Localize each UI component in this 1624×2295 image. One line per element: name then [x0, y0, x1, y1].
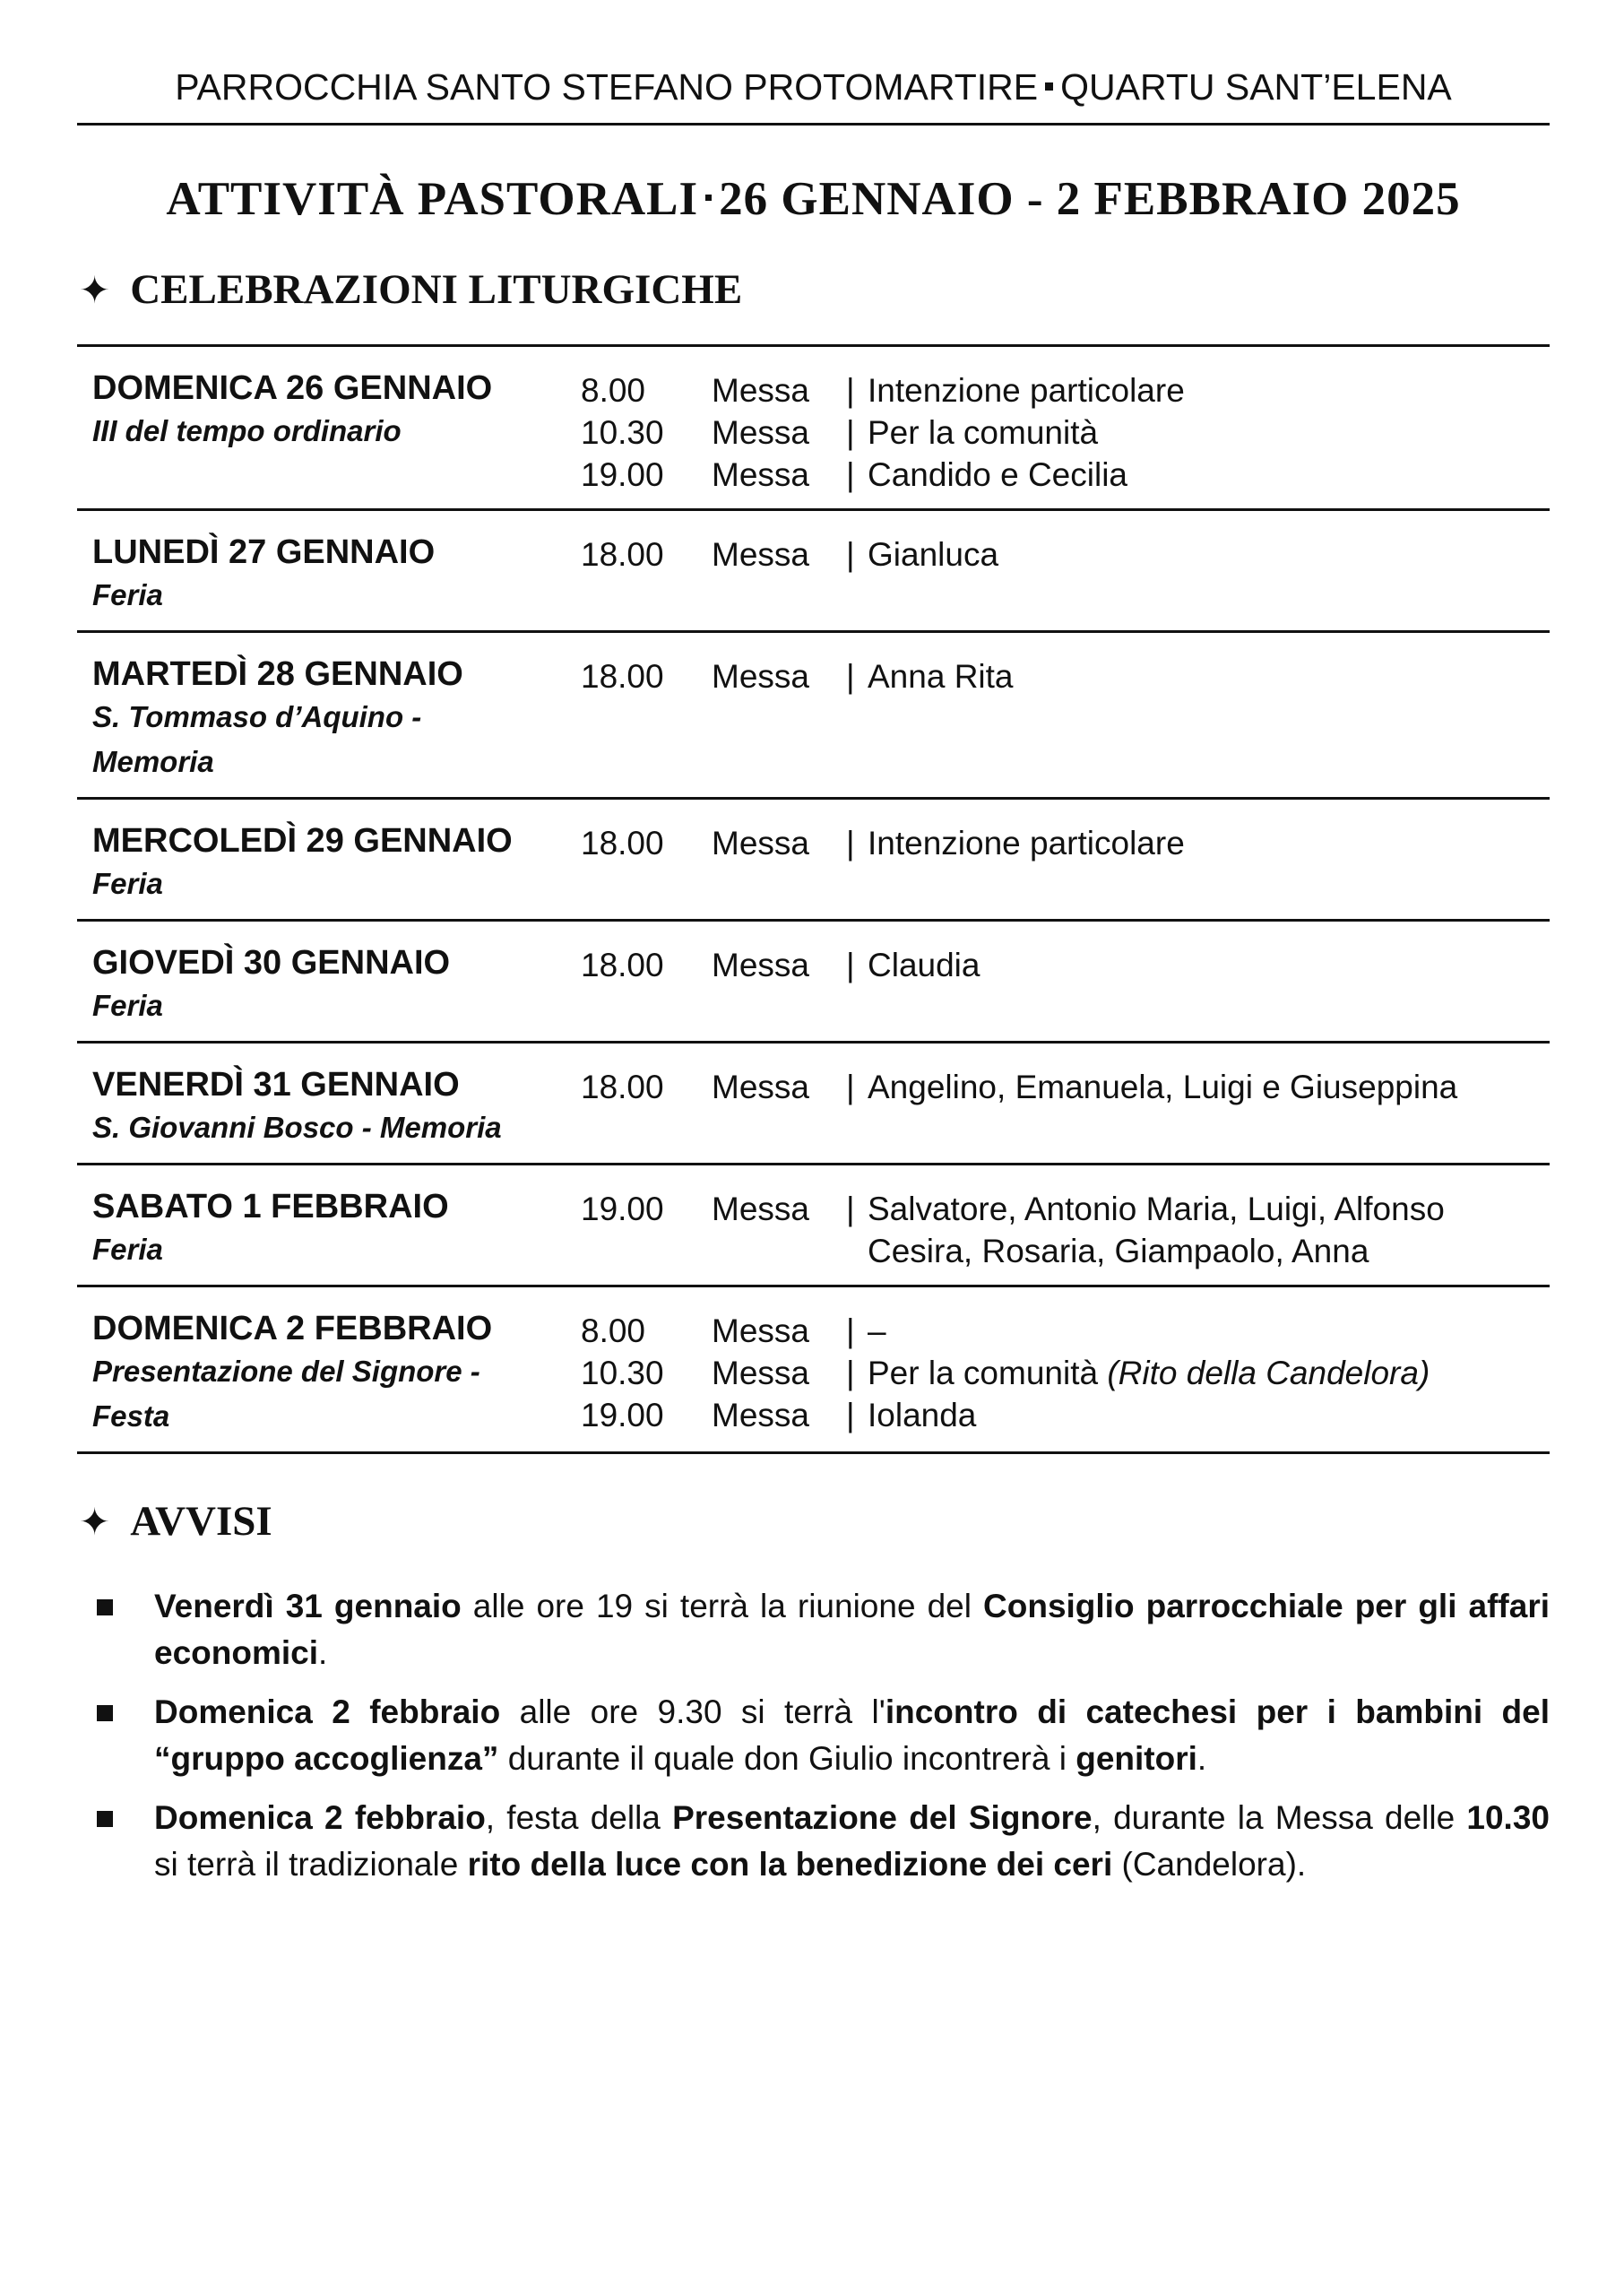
day-name: SABATO 1 FEBBRAIO — [92, 1188, 449, 1225]
mass-entry — [579, 822, 1550, 864]
notice-text-bold: Presentazione del Signore — [672, 1799, 1093, 1836]
mass-intention-text: Iolanda — [868, 1397, 977, 1433]
mass-entry — [579, 1352, 1550, 1394]
notice-text-segment: , festa della — [485, 1799, 673, 1836]
schedule-row — [77, 633, 1550, 800]
notices-list — [77, 1583, 1550, 1888]
separator-bar: | — [846, 1355, 855, 1391]
notice-text-segment: alle ore 9.30 si terrà l' — [500, 1693, 885, 1730]
mass-intention-text: Candido e Cecilia — [868, 456, 1128, 493]
mass-intention-text: Per la comunità — [868, 1355, 1099, 1391]
schedule-row — [77, 922, 1550, 1044]
mass-type: Messa — [712, 1191, 809, 1227]
notice-text-bold: genitori — [1075, 1740, 1197, 1777]
day-name: VENERDÌ 31 GENNAIO — [92, 1066, 460, 1104]
mass-intention — [868, 655, 1550, 697]
liturgical-note: Presentazione del Signore - — [92, 1355, 480, 1388]
liturgy-heading-label: CELEBRAZIONI LITURGICHE — [130, 266, 743, 313]
liturgy-heading — [77, 265, 1550, 314]
mass-entry — [579, 1066, 1550, 1108]
masses-cell — [579, 1064, 1550, 1150]
title-dates: 26 GENNAIO - 2 FEBBRAIO 2025 — [719, 173, 1461, 225]
masses-cell — [579, 942, 1550, 1028]
notice-text-bold: rito della luce con la benedizione dei ceri — [467, 1846, 1113, 1883]
parish-header — [77, 66, 1550, 126]
schedule-row — [77, 1044, 1550, 1165]
day-cell — [77, 1308, 579, 1439]
mass-entry — [579, 655, 1550, 697]
mass-time: 19.00 — [581, 456, 664, 493]
mass-intention-text: – — [868, 1312, 886, 1349]
liturgical-note: Memoria — [92, 745, 214, 778]
liturgy-schedule-table — [77, 344, 1550, 1454]
schedule-row — [77, 511, 1550, 633]
mass-entry — [579, 369, 1550, 411]
day-cell — [77, 654, 579, 784]
mass-intention-text: Claudia — [868, 947, 980, 983]
separator-bar: | — [846, 456, 855, 493]
notices-heading — [77, 1497, 1550, 1546]
mass-time: 8.00 — [581, 1312, 646, 1349]
mass-time: 18.00 — [581, 1069, 664, 1105]
mass-intention — [868, 369, 1550, 411]
masses-cell — [579, 654, 1550, 784]
bulletin-page — [77, 0, 1550, 1902]
mass-intention — [868, 1230, 1550, 1272]
separator-bar: | — [846, 1312, 855, 1349]
town-name: QUARTU SANT’ELENA — [1060, 66, 1452, 108]
notice-text-bold: incontro di catechesi per i bambini del “gruppo accoglienza” — [154, 1693, 1550, 1777]
mass-time: 19.00 — [581, 1397, 664, 1433]
day-name: LUNEDÌ 27 GENNAIO — [92, 533, 436, 571]
mass-time: 18.00 — [581, 658, 664, 695]
bullet-square-icon — [77, 1689, 154, 1782]
separator-bar — [846, 1230, 868, 1272]
liturgical-note: III del tempo ordinario — [92, 414, 402, 447]
separator-dot — [705, 195, 712, 201]
star-icon: ✦ — [79, 267, 111, 312]
mass-entry — [579, 454, 1550, 496]
mass-intention-text: Angelino, Emanuela, Luigi e Giuseppina — [868, 1069, 1458, 1105]
mass-entry — [579, 1394, 1550, 1436]
mass-intention-text: Cesira, Rosaria, Giampaolo, Anna — [868, 1233, 1369, 1269]
title-activities: ATTIVITÀ PASTORALI — [166, 173, 699, 225]
liturgical-note: S. Tommaso d’Aquino - — [92, 700, 422, 733]
liturgical-note: Feria — [92, 867, 163, 900]
bullet-square-icon — [77, 1795, 154, 1888]
notice-text-segment: . — [318, 1634, 328, 1671]
mass-type: Messa — [712, 1069, 809, 1105]
schedule-row — [77, 1165, 1550, 1287]
notice-item — [77, 1583, 1550, 1676]
mass-intention — [868, 1394, 1550, 1436]
separator-bar: | — [846, 1069, 855, 1105]
notices-heading-label: AVVISI — [130, 1498, 272, 1545]
notice-text — [154, 1795, 1550, 1888]
mass-intention-note: (Rito della Candelora) — [1107, 1355, 1430, 1391]
mass-intention — [868, 822, 1550, 864]
mass-intention — [868, 533, 1550, 576]
mass-time: 18.00 — [581, 536, 664, 573]
mass-type: Messa — [712, 1397, 809, 1433]
day-cell — [77, 942, 579, 1028]
mass-intention — [868, 944, 1550, 986]
notice-text — [154, 1689, 1550, 1782]
notice-item — [77, 1689, 1550, 1782]
mass-intention-text: Salvatore, Antonio Maria, Luigi, Alfonso — [868, 1191, 1445, 1227]
day-name: DOMENICA 2 FEBBRAIO — [92, 1310, 493, 1347]
notice-text-segment: durante il quale don Giulio incontrerà i — [498, 1740, 1076, 1777]
mass-type: Messa — [712, 658, 809, 695]
mass-intention — [868, 454, 1550, 496]
mass-entry — [579, 533, 1550, 576]
notice-text-bold: Consiglio parrocchiale per gli affari economici — [154, 1588, 1550, 1671]
liturgical-note: Feria — [92, 578, 163, 611]
masses-cell — [579, 368, 1550, 496]
separator-bar: | — [846, 947, 855, 983]
bullet-square-icon — [77, 1583, 154, 1676]
page-title — [77, 172, 1550, 226]
masses-cell — [579, 532, 1550, 618]
notice-text-segment: , durante la Messa delle — [1092, 1799, 1467, 1836]
separator-bar: | — [846, 1397, 855, 1433]
masses-cell — [579, 820, 1550, 906]
day-name: GIOVEDÌ 30 GENNAIO — [92, 944, 451, 982]
star-icon: ✦ — [79, 1499, 111, 1544]
notice-text-segment: (Candelora). — [1112, 1846, 1307, 1883]
mass-intention-text: Anna Rita — [868, 658, 1014, 695]
liturgical-note: Feria — [92, 989, 163, 1022]
separator-bar: | — [846, 536, 855, 573]
schedule-row — [77, 1287, 1550, 1454]
mass-type: Messa — [712, 1355, 809, 1391]
day-name: MARTEDÌ 28 GENNAIO — [92, 655, 463, 693]
parish-name: PARROCCHIA SANTO STEFANO PROTOMARTIRE — [175, 66, 1039, 108]
mass-type: Messa — [712, 536, 809, 573]
day-cell — [77, 368, 579, 496]
day-cell — [77, 1186, 579, 1272]
notice-text-bold: Venerdì 31 gennaio — [154, 1588, 462, 1624]
mass-intention-text: Intenzione particolare — [868, 372, 1185, 409]
mass-type: Messa — [712, 456, 809, 493]
masses-cell — [579, 1308, 1550, 1439]
mass-time: 8.00 — [581, 372, 646, 409]
mass-intention — [868, 1352, 1550, 1394]
mass-intention — [868, 1066, 1550, 1108]
mass-entry — [579, 1310, 1550, 1352]
separator-bar: | — [846, 658, 855, 695]
separator-bar: | — [846, 825, 855, 862]
mass-type — [712, 1230, 846, 1272]
mass-time: 10.30 — [581, 1355, 664, 1391]
separator-bar: | — [846, 372, 855, 409]
mass-time: 18.00 — [581, 825, 664, 862]
separator-square — [1045, 82, 1053, 91]
notice-text-bold: Domenica 2 febbraio — [154, 1693, 501, 1730]
schedule-row — [77, 800, 1550, 922]
notice-text-segment: . — [1196, 1740, 1207, 1777]
mass-entry — [579, 411, 1550, 454]
day-cell — [77, 820, 579, 906]
mass-intention — [868, 411, 1550, 454]
notice-text-bold: Domenica 2 febbraio — [154, 1799, 486, 1836]
mass-time — [579, 1230, 712, 1272]
day-name: MERCOLEDÌ 29 GENNAIO — [92, 822, 513, 860]
mass-time: 18.00 — [581, 947, 664, 983]
mass-type: Messa — [712, 947, 809, 983]
liturgical-note: Feria — [92, 1233, 163, 1266]
separator-bar: | — [846, 1191, 855, 1227]
mass-intention-text: Gianluca — [868, 536, 999, 573]
mass-intention — [868, 1188, 1550, 1230]
liturgical-note: S. Giovanni Bosco - Memoria — [92, 1111, 502, 1144]
mass-type: Messa — [712, 1312, 809, 1349]
liturgical-note: Festa — [92, 1399, 170, 1433]
mass-time: 10.30 — [581, 414, 664, 451]
mass-type: Messa — [712, 414, 809, 451]
mass-entry — [579, 1188, 1550, 1230]
notice-text — [154, 1583, 1550, 1676]
notice-item — [77, 1795, 1550, 1888]
mass-type: Messa — [712, 372, 809, 409]
masses-cell — [579, 1186, 1550, 1272]
mass-intention-text: Intenzione particolare — [868, 825, 1185, 862]
separator-bar: | — [846, 414, 855, 451]
day-name: DOMENICA 26 GENNAIO — [92, 369, 493, 407]
notice-text-bold: 10.30 — [1466, 1799, 1550, 1836]
day-cell — [77, 532, 579, 618]
mass-time: 19.00 — [581, 1191, 664, 1227]
day-cell — [77, 1064, 579, 1150]
notice-text-segment: alle ore 19 si terrà la riunione del — [461, 1588, 984, 1624]
notice-text-segment: si terrà il tradizionale — [154, 1846, 468, 1883]
mass-intention-text: Per la comunità — [868, 414, 1099, 451]
mass-intention — [868, 1310, 1550, 1352]
schedule-row — [77, 347, 1550, 511]
mass-entry — [579, 944, 1550, 986]
mass-entry — [579, 1230, 1550, 1272]
mass-type: Messa — [712, 825, 809, 862]
